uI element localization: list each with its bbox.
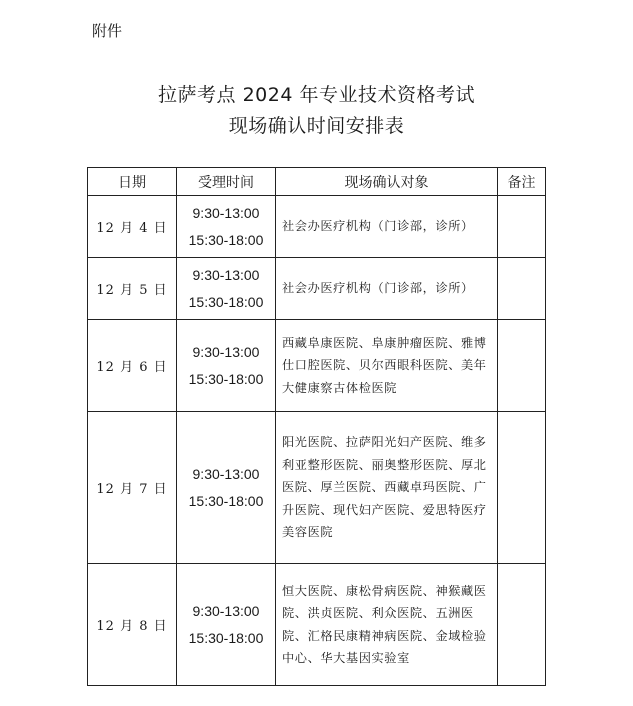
row-note bbox=[498, 412, 546, 564]
time-afternoon: 15:30-18:00 bbox=[188, 370, 264, 387]
row-time bbox=[177, 412, 276, 564]
time-morning: 9:30-13:00 bbox=[192, 343, 260, 360]
time-morning: 9:30-13:00 bbox=[192, 204, 260, 221]
time-afternoon: 15:30-18:00 bbox=[188, 492, 264, 509]
time-morning: 9:30-13:00 bbox=[192, 266, 260, 283]
time-afternoon: 15:30-18:00 bbox=[188, 629, 264, 646]
time-morning: 9:30-13:00 bbox=[192, 465, 260, 482]
row-target: 社会办医疗机构（门诊部，诊所） bbox=[276, 258, 498, 320]
table-row bbox=[88, 196, 546, 258]
row-date: 12 月 8 日 bbox=[88, 564, 177, 686]
table-row bbox=[88, 320, 546, 412]
table-header-row bbox=[88, 168, 546, 196]
table-row bbox=[88, 258, 546, 320]
schedule-table bbox=[87, 167, 546, 686]
annex-label: 附件 bbox=[92, 22, 123, 40]
row-time bbox=[177, 196, 276, 258]
row-date: 12 月 6 日 bbox=[88, 320, 177, 412]
row-date: 12 月 5 日 bbox=[88, 258, 177, 320]
row-date: 12 月 7 日 bbox=[88, 412, 177, 564]
row-note bbox=[498, 564, 546, 686]
document-subtitle: 现场确认时间安排表 bbox=[228, 115, 405, 137]
row-target: 社会办医疗机构（门诊部，诊所） bbox=[276, 196, 498, 258]
header-date: 日期 bbox=[88, 168, 177, 196]
row-time bbox=[177, 320, 276, 412]
table-row bbox=[88, 412, 546, 564]
time-afternoon: 15:30-18:00 bbox=[188, 293, 264, 310]
header-time: 受理时间 bbox=[177, 168, 276, 196]
time-afternoon: 15:30-18:00 bbox=[188, 231, 264, 248]
row-target: 阳光医院、拉萨阳光妇产医院、维多利亚整形医院、丽奥整形医院、厚北医院、厚兰医院、西藏卓玛医院、广升医院、现代妇产医院、爱思特医疗美容医院 bbox=[276, 412, 498, 564]
row-target: 西藏阜康医院、阜康肿瘤医院、雅博仕口腔医院、贝尔西眼科医院、美年大健康察古体检医院 bbox=[276, 320, 498, 412]
row-time bbox=[177, 258, 276, 320]
header-target: 现场确认对象 bbox=[276, 168, 498, 196]
time-morning: 9:30-13:00 bbox=[192, 602, 260, 619]
document-title: 拉萨考点 2024 年专业技术资格考试 bbox=[158, 84, 475, 106]
row-note bbox=[498, 258, 546, 320]
row-date: 12 月 4 日 bbox=[88, 196, 177, 258]
row-note bbox=[498, 320, 546, 412]
table-row bbox=[88, 564, 546, 686]
row-note bbox=[498, 196, 546, 258]
header-note: 备注 bbox=[498, 168, 546, 196]
row-target: 恒大医院、康松骨病医院、神猴藏医院、洪贞医院、利众医院、五洲医院、汇格民康精神病医院、金域检验中心、华大基因实验室 bbox=[276, 564, 498, 686]
row-time bbox=[177, 564, 276, 686]
